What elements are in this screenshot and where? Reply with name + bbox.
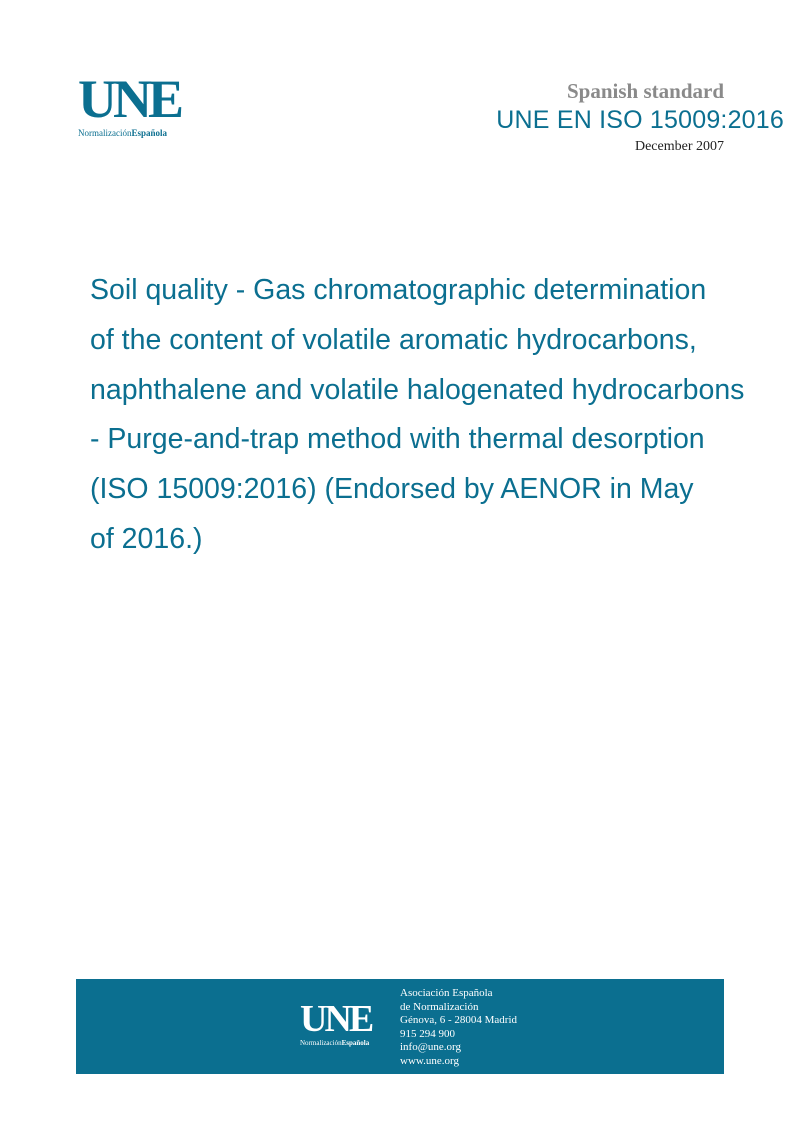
logo-tagline-part1: Normalización — [78, 128, 132, 138]
address-email: info@une.org — [400, 1041, 461, 1053]
footer-tagline-part2: Española — [341, 1039, 370, 1047]
address-street: Génova, 6 - 28004 Madrid — [400, 1014, 518, 1026]
logo-mark: UNE — [78, 69, 181, 129]
document-title: Soil quality - Gas chromatographic determination of the content of volatile aromatic hydrocarbons, naphthalene and volatile halogenated hydrocarbons - Purge-and-trap method with thermal desorption (ISO 15009:2016) (Endorsed by AENOR in May of 2016.) — [90, 274, 745, 555]
address-website: www.une.org — [400, 1054, 459, 1067]
address-organization-2: de Normalización — [400, 1000, 479, 1013]
footer-logo-mark: UNE — [300, 998, 372, 1040]
footer-logo — [300, 1000, 390, 1047]
standard-date: December 2007 — [634, 139, 724, 154]
footer-tagline-part1: Normalización — [300, 1039, 342, 1047]
standard-code: UNE EN ISO 15009:2016 — [496, 106, 784, 134]
address-phone: 915 294 900 — [400, 1027, 455, 1040]
footer-logo-tagline — [300, 1039, 390, 1047]
address-organization: Asociación Española — [400, 987, 493, 999]
une-logo — [78, 69, 208, 138]
logo-tagline-part2: Española — [131, 128, 168, 138]
footer-address — [400, 987, 517, 1068]
standard-info — [496, 78, 784, 158]
footer-band — [76, 979, 724, 1074]
logo-tagline — [78, 128, 208, 138]
standard-label: Spanish standard — [567, 79, 724, 103]
